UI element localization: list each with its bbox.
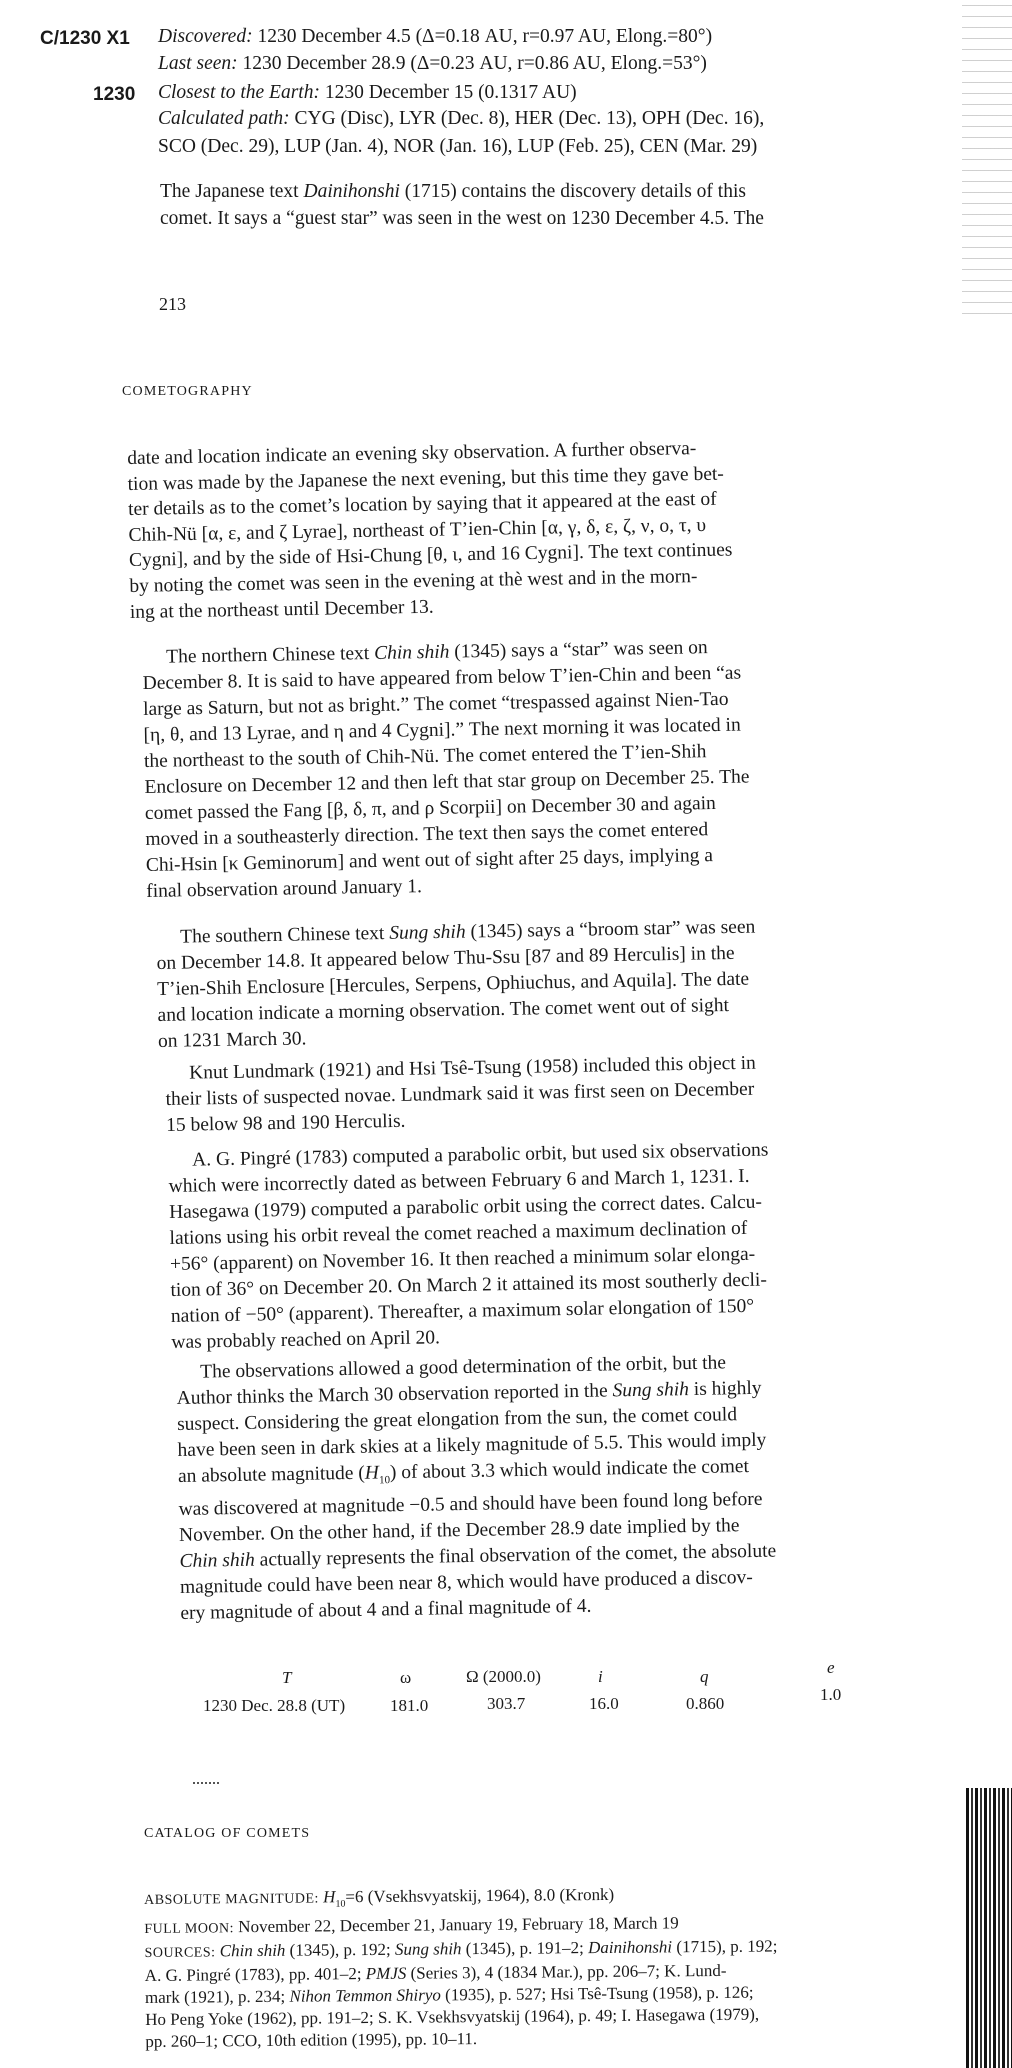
orbit-value-omega: 181.0 [390, 1696, 429, 1715]
discovered-line [158, 24, 712, 49]
intro-paragraph [160, 178, 764, 232]
para5-line: +56° (apparent) on November 16. It then reached a minimum solar elonga- [169, 1243, 756, 1275]
last-seen-value: 1230 December 28.9 (Δ=0.23 AU, r=0.86 AU, Elong.=53°) [242, 53, 707, 74]
sources-line-5: pp. 260–1; CCO, 10th edition (1995), pp. 10–11. [145, 2029, 478, 2052]
sources-label: SOURCES: [144, 1945, 216, 1962]
para3-line: and location indicate a morning observation. The comet went out of sight [157, 995, 730, 1026]
para6-line: Chin shih actually represents the final observation of the comet, the absolute [179, 1540, 777, 1572]
para3-line: on December 14.8. It appeared below Thu-Ssu [87 and 89 Herculis] in the [156, 942, 735, 974]
sources-line-1: SOURCES: Chin shih (1345), p. 192; Sung shih (1345), p. 191–2; Dainihonshi (1715), p. 192; [144, 1936, 778, 1962]
references-block [144, 1882, 778, 2053]
para2-line: final observation around January 1. [146, 876, 423, 902]
paragraph-6 [176, 1350, 777, 1627]
discovered-label: Discovered: [158, 26, 253, 47]
para2-line: large as Saturn, but not as bright.” The comet “trespassed against Nien-Tao [142, 688, 729, 720]
para2-line: The northern Chinese text Chin shih (1345) says a “star” was seen on [166, 637, 708, 668]
para6-line: Author thinks the March 30 observation reported in the Sung shih is highly [176, 1377, 762, 1409]
para2-line: [η, θ, and 13 Lyrae, and η and 4 Cygni].” The next morning it was located in [143, 714, 741, 746]
intro-line-1: The Japanese text Dainihonshi (1715) contains the discovery details of this [160, 181, 746, 202]
path-line-2 [158, 134, 757, 159]
comet-designation: C/1230 X1 [40, 28, 130, 49]
para2-line: Enclosure on December 12 and then left that star group on December 25. The [144, 766, 750, 798]
para2-line: moved in a southeasterly direction. The text then says the comet entered [145, 819, 709, 850]
para6-line: suspect. Considering the great elongation from the sun, the comet could [176, 1404, 738, 1435]
para5-line: Hasegawa (1979) computed a parabolic orbit using the correct dates. Calcu- [168, 1191, 763, 1223]
para5-line: lations using his orbit reveal the comet reached a maximum declination of [169, 1217, 748, 1249]
orbit-value-i: 16.0 [589, 1694, 619, 1713]
orbit-header-T: T [282, 1668, 292, 1687]
orbit-header-omega: ω [400, 1668, 412, 1687]
paragraph-4 [165, 1051, 757, 1139]
para2-line: Chi-Hsin [κ Geminorum] and went out of sight after 25 days, implying a [145, 845, 714, 876]
orbit-header-Omega: Ω (2000.0) [466, 1667, 541, 1686]
para6-line: have been seen in dark skies at a likely magnitude of 5.5. This would imply [177, 1429, 767, 1461]
paragraph-5 [168, 1138, 772, 1356]
intro-line-2: comet. It says a “guest star” was seen in the west on 1230 December 4.5. The [160, 208, 764, 229]
para5-line: tion of 36° on December 20. On March 2 it attained its most southerly decli- [170, 1269, 768, 1301]
para6-line: The observations allowed a good determination of the orbit, but the [200, 1352, 727, 1383]
closest-label: Closest to the Earth: [158, 82, 320, 103]
para6-line: an absolute magnitude $(H_{10})$ of about 3.3 which would indicate the comet [177, 1456, 750, 1487]
para1-line: date and location indicate an evening sky observation. A further observa- [127, 438, 697, 469]
orbit-value-e: 1.0 [820, 1685, 842, 1704]
para4-line: Knut Lundmark (1921) and Hsi Tsê-Tsung (1958) included this object in [189, 1052, 756, 1084]
path-label: Calculated path: [158, 108, 290, 129]
sources-line-4: Ho Peng Yoke (1962), pp. 191–2; S. K. Vsekhsvyatskij (1964), p. 49; I. Hasegawa (1979), [145, 2005, 760, 2030]
para4-line: their lists of suspected novae. Lundmark said it was first seen on December [165, 1078, 755, 1110]
orbit-header-i: i [598, 1667, 603, 1686]
para1-line: Chih-Nü [α, ε, and ζ Lyrae], northeast of T’ien-Chin [α, γ, δ, ε, ζ, ν, o, τ, υ [128, 514, 707, 546]
para3-line: T’ien-Shih Enclosure [Hercules, Serpens, Ophiuchus, and Aquila]. The date [156, 968, 750, 1000]
para3-line: The southern Chinese text Sung shih (1345) says a “broom star” was seen [180, 916, 756, 948]
comet-year: 1230 [93, 84, 136, 105]
para6-line: magnitude could have been near 8, which would have produced a discov- [179, 1566, 753, 1598]
para5-line: was probably reached on April 20. [171, 1327, 441, 1353]
sources-line-3: mark (1921), p. 234; Nihon Temmon Shiryo (1935), p. 527; Hsi Tsê-Tsung (1958), p. 126; [144, 1983, 754, 2008]
paragraph-1 [127, 435, 734, 625]
paragraph-2 [142, 634, 751, 905]
orbit-value-T: 1230 Dec. 28.8 (UT) [203, 1696, 346, 1715]
absolute-magnitude-line: ABSOLUTE MAGNITUDE: $H_{10}=6$ (Vsekhsvyatskij, 1964), 8.0 (Kronk) [144, 1884, 615, 1910]
orbit-value-q: 0.860 [686, 1694, 725, 1713]
last-seen-label: Last seen: [158, 53, 238, 74]
para2-line: the northeast to the south of Chih-Nü. The comet entered the T’ien-Shih [143, 741, 707, 772]
closest-line [158, 80, 577, 105]
full-moon-line: FULL MOON: November 22, December 21, January 19, February 18, March 19 [144, 1913, 679, 1938]
last-seen-line [158, 51, 707, 76]
absolute-magnitude-label: ABSOLUTE MAGNITUDE: [144, 1891, 319, 1908]
full-moon-label: FULL MOON: [144, 1921, 235, 1938]
para5-line: which were incorrectly dated as between February 6 and March 1, 1231. I. [168, 1165, 750, 1197]
page-number: 213 [159, 294, 186, 314]
scan-edge-bottom [966, 1788, 1012, 2068]
para2-line: December 8. It is said to have appeared from below T’ien-Chin and been “as [142, 662, 742, 694]
para4-line: 15 below 98 and 190 Herculis. [165, 1110, 406, 1136]
orbit-header-q: q [700, 1667, 709, 1686]
orbit-value-Omega: 303.7 [487, 1694, 526, 1713]
para1-line: ing at the northeast until December 13. [129, 596, 434, 623]
path-value-2: SCO (Dec. 29), LUP (Jan. 4), NOR (Jan. 16), LUP (Feb. 25), CEN (Mar. 29) [158, 136, 758, 157]
sources-line-2: A. G. Pingré (1783), pp. 401–2; PMJS (Series 3), 4 (1834 Mar.), pp. 206–7; K. Lund- [144, 1961, 727, 1986]
orbit-header-e: e [827, 1658, 835, 1677]
closest-value: 1230 December 15 (0.1317 AU) [324, 82, 577, 103]
para1-line: by noting the comet was seen in the evening at thè west and in the morn- [129, 566, 698, 597]
path-value-1: CYG (Disc), LYR (Dec. 8), HER (Dec. 13), OPH (Dec. 16), [294, 108, 765, 129]
paragraph-3 [156, 915, 757, 1055]
scan-edge-top [962, 0, 1012, 320]
para1-line: ter details as to the comet’s location by saying that it appeared at the east of [127, 488, 717, 521]
para5-line: nation of −50° (apparent). Thereafter, a maximum solar elongation of 150° [170, 1295, 755, 1327]
para3-line: on 1231 March 30. [157, 1028, 307, 1052]
para6-line: November. On the other hand, if the December 28.9 date implied by the [178, 1515, 740, 1546]
para5-line: A. G. Pingré (1783) computed a parabolic orbit, but used six observations [192, 1139, 769, 1171]
para6-line: ery magnitude of about 4 and a final magnitude of 4. [180, 1595, 592, 1624]
scan-mark [193, 1782, 219, 1785]
para1-line: tion was made by the Japanese the next evening, but this time they gave bet- [127, 463, 724, 495]
section-head: CATALOG OF COMETS [144, 1826, 311, 1841]
para1-line: Cygni], and by the side of Hsi-Chung [θ, ι, and 16 Cygni]. The text continues [128, 539, 733, 572]
path-line-1 [158, 106, 764, 131]
para2-line: comet passed the Fang [β, δ, π, and ρ Scorpii] on December 30 and again [144, 793, 717, 824]
discovered-value: 1230 December 4.5 (Δ=0.18 AU, r=0.97 AU, Elong.=80°) [257, 26, 713, 47]
running-head: COMETOGRAPHY [122, 384, 253, 399]
para6-line: was discovered at magnitude −0.5 and should have been found long before [178, 1488, 763, 1520]
